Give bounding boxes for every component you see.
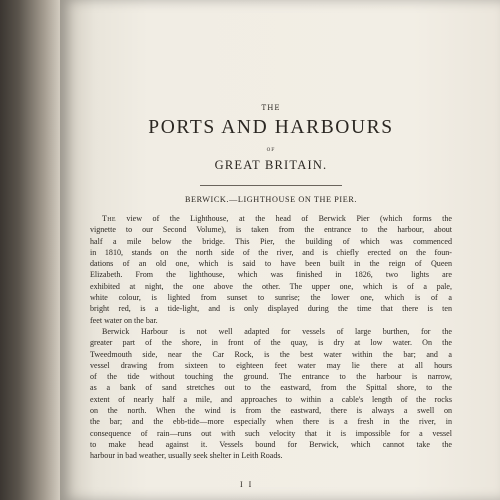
body-line [90, 292, 452, 303]
line-text: on the north. When the wind is from the eastward, there is always a swell on [90, 406, 452, 416]
body-line [90, 258, 452, 269]
line-text: consequence of rain—runs out with such velocity that it is impossible for a vessel [90, 428, 452, 438]
line-text: bright red, is a tide-light, and is only displayed during the time that there is ten [90, 304, 452, 314]
line-text: to make head against it. Vessels bound for Berwick, which cannot take the [90, 439, 452, 449]
body-line [90, 247, 452, 258]
line-text: vignette to our Second Volume), is taken from the entrance to the harbour, about [90, 225, 452, 235]
body-line [90, 394, 452, 405]
body-line [90, 224, 452, 235]
body-line [90, 416, 452, 427]
line-text: vessel drawing from sixteen to eighteen feet water may lie there at all hours [90, 360, 452, 370]
line-text: half a mile below the bridge. This Pier, the building of which was commenced [90, 236, 452, 246]
line-text: of the tide without touching the ground. The entrance to the harbour is narrow, [90, 372, 452, 382]
page-subtitle: GREAT BRITAIN. [214, 158, 328, 172]
section-title: BERWICK.—LIGHTHOUSE ON THE PIER. [184, 195, 358, 204]
line-text: dations of an old one, which is said to have been built in the reign of Queen [90, 259, 452, 269]
body-line [90, 360, 452, 371]
signature-mark: I I [240, 480, 254, 489]
book-spine [0, 0, 62, 500]
body-line [90, 371, 452, 382]
line-text: in 1810, stands on the north side of the river, and is chiefly erected on the foun- [90, 247, 452, 257]
line-text: the bar; and the ebb-tide—more especially when there is a fresh in the river, in [90, 417, 452, 427]
header-of: OF [266, 148, 276, 153]
body-line [90, 236, 452, 247]
line-text: exhibited at night, the one above the other. The upper one, which is of a pale, [90, 281, 452, 291]
body-line [90, 269, 452, 280]
line-text: Elizabeth. From the lighthouse, which was finished in 1826, two lights are [90, 270, 452, 280]
body-line [90, 315, 452, 326]
line-text: Berwick Harbour is not well adapted for vessels of large burthen, for the [102, 326, 452, 336]
body-line [90, 281, 452, 292]
line-text: harbour in bad weather, usually seek shelter in Leith Roads. [90, 451, 283, 461]
body-line [90, 337, 452, 348]
body-line [90, 439, 452, 450]
page-content [90, 0, 452, 500]
line-text: view of the Lighthouse, at the head of Berwick Pier (which forms the [115, 214, 452, 223]
body-line [90, 382, 452, 393]
line-text: greater part of the shore, in front of the quay, is dry at low water. On the [90, 338, 452, 348]
line-text: feet water on the bar. [90, 315, 158, 325]
body-line [90, 450, 452, 461]
header-the: THE [261, 104, 281, 112]
page-title: PORTS AND HARBOURS [148, 117, 394, 138]
body-text [90, 213, 452, 462]
line-text: white colour, is lighted from sunset to sunrise; the lower one, which is of a [90, 293, 452, 303]
lead-word: The [102, 214, 116, 223]
body-line [90, 349, 452, 360]
body-line [90, 213, 452, 224]
line-text: as a bank of sand stretches out to the eastward, from the Spittal shore, to the [90, 383, 452, 393]
body-line [90, 428, 452, 439]
body-line [90, 326, 452, 337]
body-line [90, 303, 452, 314]
line-text: extent of nearly half a mile, and approaches to within a cable's length of the rocks [90, 394, 452, 404]
line-text: Tweedmouth side, near the Car Rock, is the best water within the bar; and a [90, 349, 452, 359]
divider-rule [200, 185, 342, 186]
body-line [90, 405, 452, 416]
